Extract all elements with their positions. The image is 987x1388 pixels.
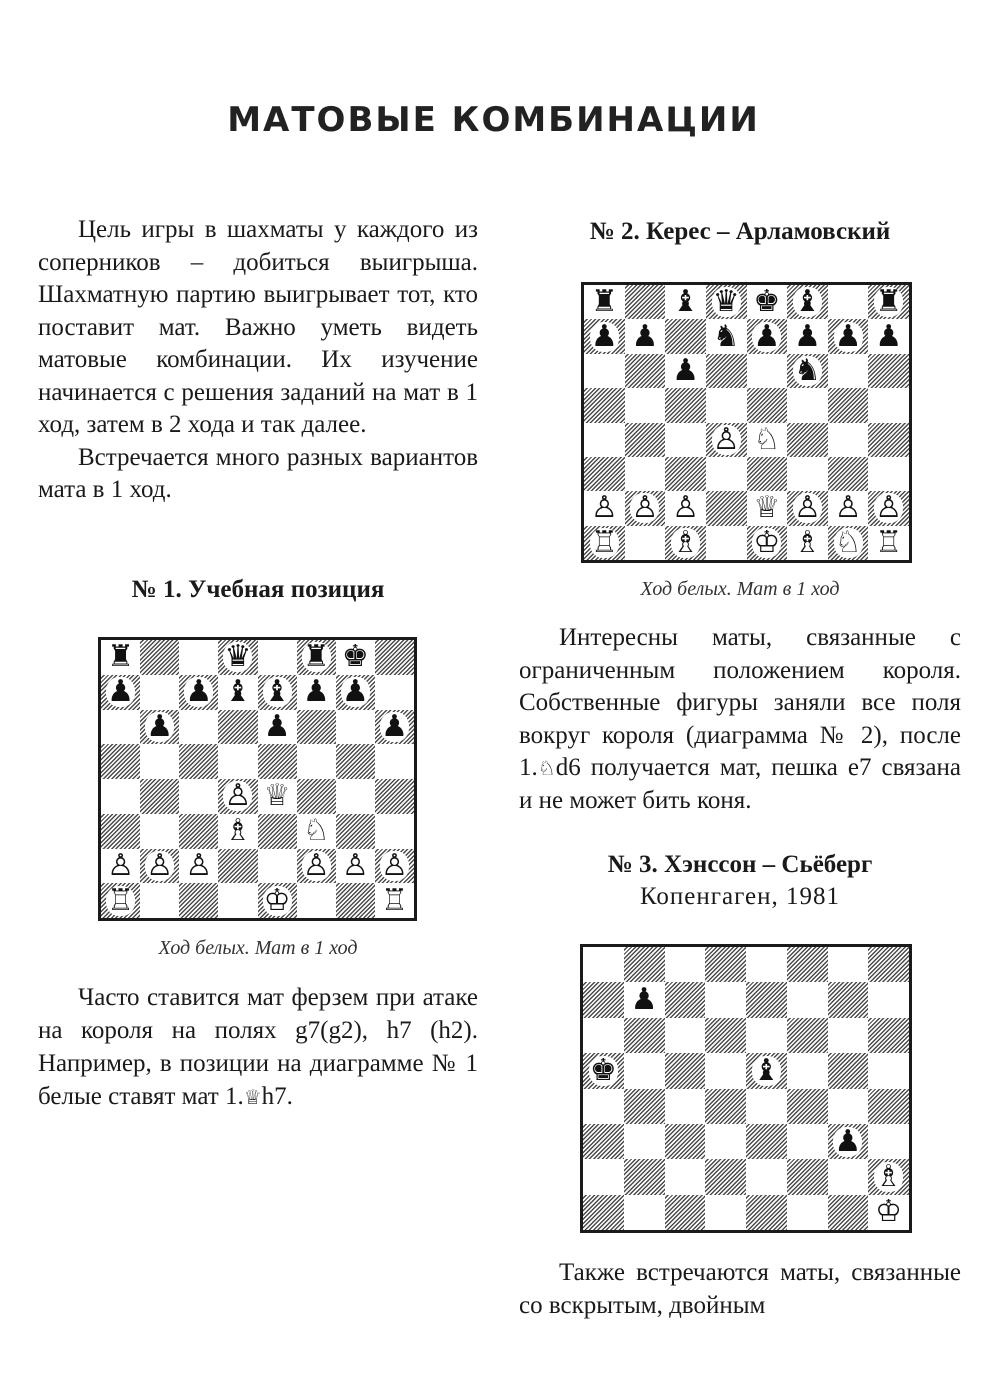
square-e7 xyxy=(747,319,788,353)
diagram-3-subheading: Копенгаген, 1981 xyxy=(639,883,841,910)
square-b1 xyxy=(140,883,179,918)
white-king-icon: ♔ xyxy=(263,883,291,918)
square-g7 xyxy=(336,675,375,710)
square-g3 xyxy=(828,457,869,491)
white-bishop-icon: ♗ xyxy=(793,525,821,560)
square-b8 xyxy=(625,285,666,319)
black-bishop-icon: ♝ xyxy=(793,285,821,320)
square-f2 xyxy=(787,1159,828,1194)
black-pawn-icon: ♟ xyxy=(834,1123,862,1159)
square-d2 xyxy=(218,849,257,884)
black-king-icon: ♚ xyxy=(341,640,369,675)
right-paragraph-text: Интересны маты, связанные с ограниченным положением короля. Собственные фигуры заняли все поля вокруг короля (диаграмма № 2), после 1. xyxy=(519,624,961,781)
square-d4 xyxy=(706,423,747,457)
square-c5 xyxy=(179,744,218,779)
white-pawn-icon: ♙ xyxy=(793,491,821,526)
square-d5 xyxy=(705,1053,746,1088)
square-h5 xyxy=(868,1053,909,1088)
square-e1 xyxy=(746,1195,787,1230)
square-c8 xyxy=(665,285,706,319)
square-d6 xyxy=(706,354,747,388)
intro-text xyxy=(38,214,478,507)
square-f1 xyxy=(787,526,828,560)
black-pawn-icon: ♟ xyxy=(302,674,330,710)
square-f4 xyxy=(787,423,828,457)
square-g6 xyxy=(336,710,375,745)
square-a4 xyxy=(584,423,625,457)
square-e3 xyxy=(746,1124,787,1159)
square-c4 xyxy=(179,779,218,814)
square-g6 xyxy=(828,354,869,388)
square-d7 xyxy=(218,675,257,710)
square-f4 xyxy=(297,779,336,814)
square-h7 xyxy=(868,319,909,353)
square-g5 xyxy=(336,744,375,779)
square-g2 xyxy=(336,849,375,884)
square-a5 xyxy=(584,388,625,422)
bottom-paragraph xyxy=(519,1257,961,1322)
square-h3 xyxy=(868,457,909,491)
intro-paragraph-2: Встречается много разных вариантов мата в 1 ход. xyxy=(38,443,478,503)
square-e6 xyxy=(258,710,297,745)
square-d8 xyxy=(218,640,257,675)
black-bishop-icon: ♝ xyxy=(752,1053,780,1088)
square-c8 xyxy=(665,947,706,982)
square-d6 xyxy=(705,1018,746,1053)
left-paragraph xyxy=(38,981,478,1114)
square-f8 xyxy=(297,640,336,675)
square-e3 xyxy=(258,814,297,849)
white-knight-icon: ♘ xyxy=(302,813,330,849)
square-a5 xyxy=(583,1053,624,1088)
black-pawn-icon: ♟ xyxy=(590,319,618,354)
black-pawn-icon: ♟ xyxy=(380,709,408,744)
black-king-icon: ♚ xyxy=(753,285,781,320)
square-e8 xyxy=(747,285,788,319)
black-bishop-icon: ♝ xyxy=(263,674,291,710)
square-c2 xyxy=(665,1159,706,1194)
black-pawn-icon: ♟ xyxy=(875,319,903,354)
square-a8 xyxy=(584,285,625,319)
black-knight-icon: ♞ xyxy=(712,319,740,354)
square-h2 xyxy=(868,1159,909,1194)
white-pawn-icon: ♙ xyxy=(224,779,252,814)
square-b3 xyxy=(140,814,179,849)
black-pawn-icon: ♟ xyxy=(185,674,213,710)
square-c3 xyxy=(179,814,218,849)
square-h1 xyxy=(868,526,909,560)
square-b3 xyxy=(624,1124,665,1159)
square-g6 xyxy=(828,1018,869,1053)
square-g4 xyxy=(828,423,869,457)
square-a7 xyxy=(584,319,625,353)
square-e4 xyxy=(258,779,297,814)
square-b7 xyxy=(625,319,666,353)
square-e3 xyxy=(747,457,788,491)
square-c4 xyxy=(665,423,706,457)
square-e2 xyxy=(747,491,788,525)
white-queen-icon: ♕ xyxy=(263,779,291,814)
square-f2 xyxy=(787,491,828,525)
square-a7 xyxy=(583,982,624,1017)
square-d6 xyxy=(218,710,257,745)
square-h7 xyxy=(375,675,414,710)
square-a5 xyxy=(101,744,140,779)
black-pawn-icon: ♟ xyxy=(793,319,821,354)
square-a3 xyxy=(584,457,625,491)
square-g4 xyxy=(828,1089,869,1124)
square-a7 xyxy=(101,675,140,710)
square-e6 xyxy=(747,354,788,388)
square-e2 xyxy=(746,1159,787,1194)
square-g8 xyxy=(828,947,869,982)
black-pawn-icon: ♟ xyxy=(672,353,700,388)
square-h6 xyxy=(375,710,414,745)
square-g4 xyxy=(336,779,375,814)
white-rook-icon: ♖ xyxy=(107,883,135,918)
white-rook-icon: ♖ xyxy=(875,525,903,560)
square-a6 xyxy=(583,1018,624,1053)
square-h5 xyxy=(868,388,909,422)
square-f2 xyxy=(297,849,336,884)
chessboard-diagram-3 xyxy=(580,944,912,1233)
square-e1 xyxy=(747,526,788,560)
square-e1 xyxy=(258,883,297,918)
left-paragraph-text: Часто ставится мат ферзем при атаке на короля на полях g7(g2), h7 (h2). Например, в позиции на диаграмме № 1 белые ставят мат 1. xyxy=(38,984,478,1110)
square-c7 xyxy=(179,675,218,710)
intro-paragraph-1: Цель игры в шахматы у каждого из соперников – добиться выигрыша. Шахматную партию выигрывает тот, кто поставит мат. Важно уметь видеть матовые комбинации. Их изучение начинается с решения заданий на мат в 1 ход, затем в 2 хода и так далее. xyxy=(38,216,478,438)
white-bishop-icon: ♗ xyxy=(875,1159,903,1194)
square-g5 xyxy=(828,388,869,422)
square-e6 xyxy=(746,1018,787,1053)
square-e2 xyxy=(258,849,297,884)
right-paragraph xyxy=(519,622,961,817)
black-bishop-icon: ♝ xyxy=(672,285,700,320)
square-c5 xyxy=(665,388,706,422)
square-f7 xyxy=(787,319,828,353)
square-f1 xyxy=(787,1195,828,1230)
white-pawn-icon: ♙ xyxy=(185,848,213,883)
chessboard-diagram-2 xyxy=(581,282,912,563)
black-pawn-icon: ♟ xyxy=(263,709,291,744)
square-d5 xyxy=(706,388,747,422)
square-a4 xyxy=(583,1089,624,1124)
square-c2 xyxy=(179,849,218,884)
bottom-paragraph-text: Также встречаются маты, связанные со вскрытым, двойным xyxy=(519,1259,961,1319)
square-f6 xyxy=(787,1018,828,1053)
square-f3 xyxy=(787,1124,828,1159)
square-g1 xyxy=(828,1195,869,1230)
square-b4 xyxy=(140,779,179,814)
square-c1 xyxy=(665,526,706,560)
square-d1 xyxy=(218,883,257,918)
white-queen-icon: ♕ xyxy=(753,491,781,526)
knight-icon: ♘ xyxy=(537,756,556,780)
black-pawn-icon: ♟ xyxy=(146,709,174,744)
square-h4 xyxy=(868,423,909,457)
square-b3 xyxy=(625,457,666,491)
square-f7 xyxy=(297,675,336,710)
white-rook-icon: ♖ xyxy=(380,883,408,918)
square-h4 xyxy=(375,779,414,814)
square-c7 xyxy=(665,982,706,1017)
square-d5 xyxy=(218,744,257,779)
queen-icon: ♕ xyxy=(243,1085,262,1109)
square-e7 xyxy=(746,982,787,1017)
square-g7 xyxy=(828,319,869,353)
square-c1 xyxy=(665,1195,706,1230)
white-pawn-icon: ♙ xyxy=(672,491,700,526)
square-a1 xyxy=(583,1195,624,1230)
square-b6 xyxy=(140,710,179,745)
square-h8 xyxy=(868,285,909,319)
square-a4 xyxy=(101,779,140,814)
square-d3 xyxy=(705,1124,746,1159)
square-f6 xyxy=(787,354,828,388)
white-pawn-icon: ♙ xyxy=(146,848,174,883)
square-a1 xyxy=(101,883,140,918)
square-d7 xyxy=(706,319,747,353)
square-h8 xyxy=(868,947,909,982)
square-h6 xyxy=(868,354,909,388)
square-c6 xyxy=(665,1018,706,1053)
black-pawn-icon: ♟ xyxy=(107,674,135,710)
square-d1 xyxy=(706,526,747,560)
black-rook-icon: ♜ xyxy=(875,285,903,320)
square-e4 xyxy=(747,423,788,457)
square-f4 xyxy=(787,1089,828,1124)
square-g5 xyxy=(828,1053,869,1088)
square-b7 xyxy=(624,982,665,1017)
square-b5 xyxy=(140,744,179,779)
white-bishop-icon: ♗ xyxy=(672,525,700,560)
square-f8 xyxy=(787,285,828,319)
square-a6 xyxy=(101,710,140,745)
square-h1 xyxy=(375,883,414,918)
square-g2 xyxy=(828,491,869,525)
square-c6 xyxy=(665,354,706,388)
square-b4 xyxy=(625,423,666,457)
black-pawn-icon: ♟ xyxy=(630,982,658,1018)
square-b8 xyxy=(140,640,179,675)
white-king-icon: ♔ xyxy=(753,525,781,560)
square-d8 xyxy=(705,947,746,982)
diagram-1-heading: № 1. Учебная позиция xyxy=(131,576,385,603)
square-d2 xyxy=(705,1159,746,1194)
square-a1 xyxy=(584,526,625,560)
square-c3 xyxy=(665,457,706,491)
square-b1 xyxy=(624,1195,665,1230)
black-knight-icon: ♞ xyxy=(793,353,821,388)
square-f5 xyxy=(787,388,828,422)
square-e5 xyxy=(258,744,297,779)
square-a3 xyxy=(583,1124,624,1159)
square-d3 xyxy=(218,814,257,849)
square-b2 xyxy=(140,849,179,884)
square-h6 xyxy=(868,1018,909,1053)
square-d4 xyxy=(705,1089,746,1124)
square-f6 xyxy=(297,710,336,745)
square-c7 xyxy=(665,319,706,353)
square-d4 xyxy=(218,779,257,814)
square-e8 xyxy=(746,947,787,982)
square-b6 xyxy=(624,1018,665,1053)
square-a2 xyxy=(583,1159,624,1194)
square-b8 xyxy=(624,947,665,982)
square-a8 xyxy=(101,640,140,675)
square-d8 xyxy=(706,285,747,319)
white-pawn-icon: ♙ xyxy=(302,848,330,883)
black-pawn-icon: ♟ xyxy=(341,674,369,710)
square-c3 xyxy=(665,1124,706,1159)
square-b2 xyxy=(625,491,666,525)
square-g8 xyxy=(336,640,375,675)
black-rook-icon: ♜ xyxy=(590,285,618,320)
square-b7 xyxy=(140,675,179,710)
square-c8 xyxy=(179,640,218,675)
black-king-icon: ♚ xyxy=(589,1053,617,1088)
square-e8 xyxy=(258,640,297,675)
white-pawn-icon: ♙ xyxy=(380,848,408,883)
square-b6 xyxy=(625,354,666,388)
square-g8 xyxy=(828,285,869,319)
square-h1 xyxy=(868,1195,909,1230)
square-b5 xyxy=(625,388,666,422)
square-a2 xyxy=(584,491,625,525)
square-c2 xyxy=(665,491,706,525)
white-knight-icon: ♘ xyxy=(753,422,781,457)
square-h5 xyxy=(375,744,414,779)
square-h4 xyxy=(868,1089,909,1124)
square-e5 xyxy=(747,388,788,422)
black-queen-icon: ♛ xyxy=(224,640,252,675)
black-queen-icon: ♛ xyxy=(712,285,740,320)
square-g2 xyxy=(828,1159,869,1194)
white-pawn-icon: ♙ xyxy=(631,491,659,526)
square-c5 xyxy=(665,1053,706,1088)
white-pawn-icon: ♙ xyxy=(712,422,740,457)
square-c4 xyxy=(665,1089,706,1124)
square-f3 xyxy=(297,814,336,849)
square-b1 xyxy=(625,526,666,560)
black-pawn-icon: ♟ xyxy=(631,319,659,354)
square-f8 xyxy=(787,947,828,982)
square-h2 xyxy=(868,491,909,525)
square-a2 xyxy=(101,849,140,884)
diagram-2-heading: № 2. Керес – Арламовский xyxy=(589,218,891,245)
square-e4 xyxy=(746,1089,787,1124)
square-b2 xyxy=(624,1159,665,1194)
square-d1 xyxy=(705,1195,746,1230)
white-pawn-icon: ♙ xyxy=(875,491,903,526)
white-pawn-icon: ♙ xyxy=(341,848,369,883)
square-g7 xyxy=(828,982,869,1017)
left-paragraph-move: h7. xyxy=(261,1083,293,1110)
diagram-3-heading: № 3. Хэнссон – Сьёберг xyxy=(607,851,873,878)
square-d3 xyxy=(706,457,747,491)
square-g1 xyxy=(828,526,869,560)
chessboard-diagram-1 xyxy=(98,637,417,921)
square-f7 xyxy=(787,982,828,1017)
right-paragraph-move: d6 получается мат, пешка е7 связана и не может бить коня. xyxy=(519,754,961,814)
square-f5 xyxy=(297,744,336,779)
white-king-icon: ♔ xyxy=(875,1194,903,1230)
square-b5 xyxy=(624,1053,665,1088)
square-h8 xyxy=(375,640,414,675)
square-h3 xyxy=(375,814,414,849)
white-pawn-icon: ♙ xyxy=(107,848,135,883)
black-pawn-icon: ♟ xyxy=(753,319,781,354)
square-d2 xyxy=(706,491,747,525)
white-rook-icon: ♖ xyxy=(590,525,618,560)
black-rook-icon: ♜ xyxy=(302,640,330,675)
square-c1 xyxy=(179,883,218,918)
square-b4 xyxy=(624,1089,665,1124)
black-rook-icon: ♜ xyxy=(107,640,135,675)
square-g3 xyxy=(336,814,375,849)
square-h2 xyxy=(375,849,414,884)
square-a8 xyxy=(583,947,624,982)
square-a3 xyxy=(101,814,140,849)
square-e5 xyxy=(746,1053,787,1088)
diagram-2-caption: Ход белых. Мат в 1 ход xyxy=(640,578,840,600)
square-f3 xyxy=(787,457,828,491)
page-title: МАТОВЫЕ КОМБИНАЦИИ xyxy=(227,100,760,140)
white-pawn-icon: ♙ xyxy=(590,491,618,526)
square-h3 xyxy=(868,1124,909,1159)
square-a6 xyxy=(584,354,625,388)
white-knight-icon: ♘ xyxy=(834,525,862,560)
black-bishop-icon: ♝ xyxy=(224,674,252,710)
square-f5 xyxy=(787,1053,828,1088)
square-f1 xyxy=(297,883,336,918)
square-g3 xyxy=(828,1124,869,1159)
black-pawn-icon: ♟ xyxy=(834,319,862,354)
square-h7 xyxy=(868,982,909,1017)
diagram-1-caption: Ход белых. Мат в 1 ход xyxy=(158,937,358,959)
white-pawn-icon: ♙ xyxy=(834,491,862,526)
square-e7 xyxy=(258,675,297,710)
square-d7 xyxy=(705,982,746,1017)
white-bishop-icon: ♗ xyxy=(224,813,252,849)
square-c6 xyxy=(179,710,218,745)
square-g1 xyxy=(336,883,375,918)
